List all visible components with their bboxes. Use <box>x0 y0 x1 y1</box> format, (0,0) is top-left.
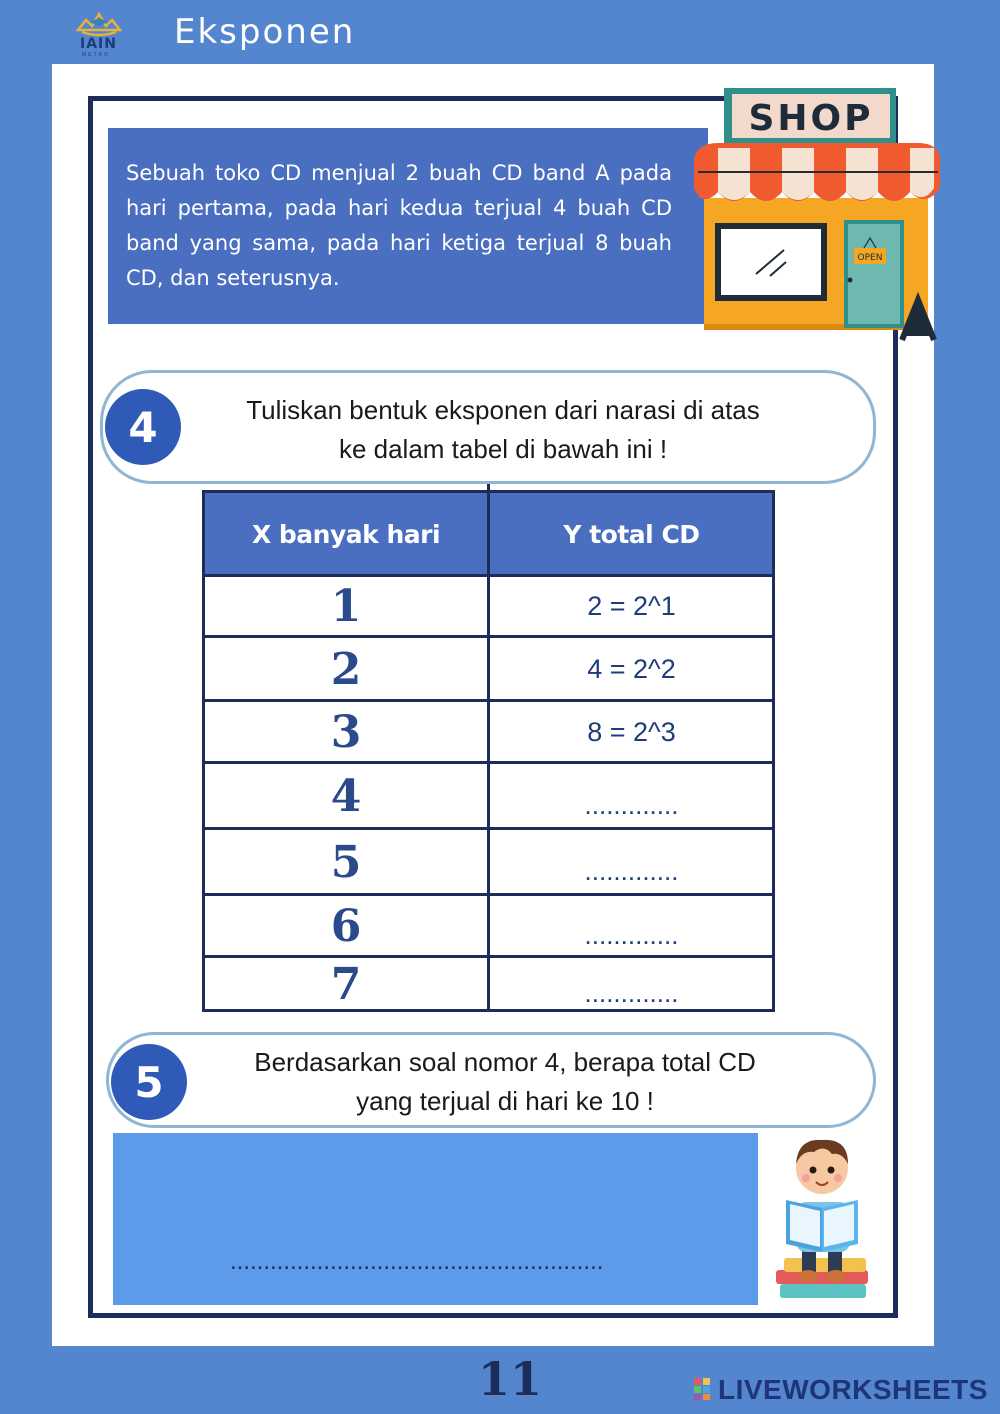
question-4-line-2: ke dalam tabel di bawah ini ! <box>338 434 668 464</box>
liveworksheets-logo-icon <box>694 1378 710 1400</box>
table-cell-x: 7 <box>330 958 362 1010</box>
table-cell-x: 3 <box>330 706 362 758</box>
question-5-box <box>106 1032 876 1128</box>
question-number-badge: 5 <box>111 1044 187 1120</box>
question-5-text <box>209 1043 801 1121</box>
table-border <box>487 484 490 1012</box>
table-cell-y-blank[interactable]: ............. <box>584 977 679 1008</box>
question-4-box <box>100 370 876 484</box>
table-cell-y: 4 = 2^2 <box>587 653 676 684</box>
question-number-badge: 4 <box>105 389 181 465</box>
liveworksheets-brand[interactable]: LIVEWORKSHEETS <box>718 1374 988 1405</box>
answer-box[interactable] <box>113 1133 758 1305</box>
table-header-y: Y total CD <box>490 493 773 575</box>
table-border <box>772 490 775 1012</box>
answer-blank[interactable]: ........................................................ <box>230 1248 604 1275</box>
table-border <box>202 490 205 1012</box>
shop-sign-text: SHOP <box>748 98 874 139</box>
table-cell-x: 1 <box>330 580 362 632</box>
table-cell-x: 2 <box>330 643 362 695</box>
table-cell-y: 8 = 2^3 <box>587 716 676 747</box>
table-cell-y-blank[interactable]: ............. <box>584 789 679 820</box>
question-5-line-1: Berdasarkan soal nomor 4, berapa total CD <box>254 1047 756 1077</box>
table-cell-y-blank[interactable]: ............. <box>584 919 679 950</box>
question-5-line-2: yang terjual di hari ke 10 ! <box>356 1086 654 1116</box>
logo-subtext: METRO <box>82 52 111 58</box>
page-number: 11 <box>478 1352 543 1406</box>
table-cell-y: 2 = 2^1 <box>587 590 676 621</box>
table-cell-y-blank[interactable]: ............. <box>584 855 679 886</box>
kid-reading-illustration <box>758 1130 888 1306</box>
question-4-text <box>203 391 803 469</box>
table-cell-x: 6 <box>330 900 362 952</box>
table-cell-x: 5 <box>330 836 362 888</box>
table-cell-x: 4 <box>330 770 362 822</box>
page-title: Eksponen <box>174 12 356 52</box>
table-header-x: X banyak hari <box>204 493 488 575</box>
door-sign-text: OPEN <box>857 253 883 263</box>
exponent-table <box>202 490 775 1012</box>
question-4-line-1: Tuliskan bentuk eksponen dari narasi di atas <box>246 395 760 425</box>
story-text: Sebuah toko CD menjual 2 buah CD band A pada hari pertama, pada hari kedua terjual 4 buah CD band yang sama, pada hari ketiga terjual 8 buah CD, dan seterusnya. <box>126 161 672 290</box>
page-header <box>0 0 1000 64</box>
shop-illustration <box>688 88 950 344</box>
logo-text: IAIN <box>80 36 117 52</box>
